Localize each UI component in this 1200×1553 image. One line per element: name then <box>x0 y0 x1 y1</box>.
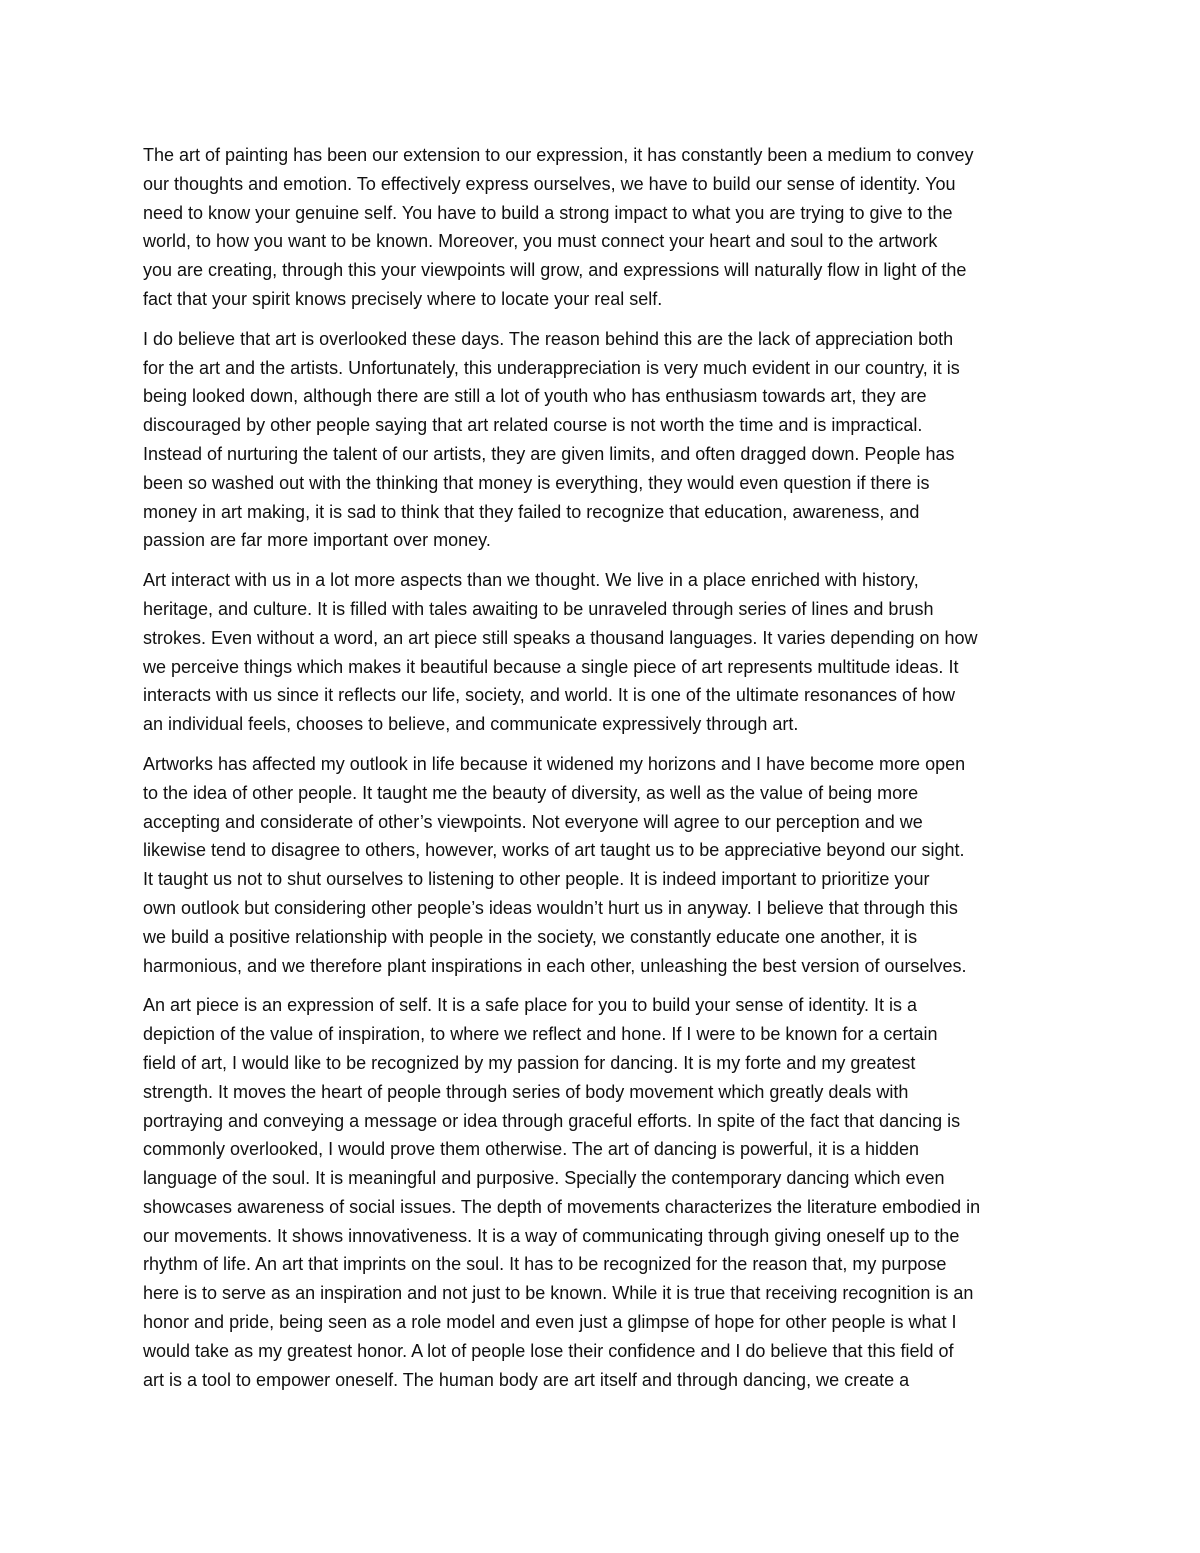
text-line: to the idea of other people. It taught me the beauty of diversity, as well as the value of being more <box>143 782 919 803</box>
text-line: accepting and considerate of other’s viewpoints. Not everyone will agree to our perception and we <box>143 811 923 832</box>
text-line: Instead of nurturing the talent of our artists, they are given limits, and often dragged down. People has <box>143 443 955 464</box>
text-line: likewise tend to disagree to others, however, works of art taught us to be appreciative beyond our sight. <box>143 840 965 861</box>
paragraph <box>143 750 1068 980</box>
text-line: I do believe that art is overlooked these days. The reason behind this are the lack of appreciation both <box>143 328 954 349</box>
text-line: depiction of the value of inspiration, to where we reflect and hone. If I were to be known for a certain <box>143 1024 938 1045</box>
text-line: world, to how you want to be known. Moreover, you must connect your heart and soul to the artwork <box>143 231 938 252</box>
text-line: our thoughts and emotion. To effectively express ourselves, we have to build our sense of identity. You <box>143 173 956 194</box>
text-line: interacts with us since it reflects our life, society, and world. It is one of the ultimate resonances of how <box>143 685 956 706</box>
text-line: our movements. It shows innovativeness. It is a way of communicating through giving oneself up to the <box>143 1225 960 1246</box>
text-line: for the art and the artists. Unfortunately, this underappreciation is very much evident in our country, it is <box>143 357 960 378</box>
text-line: discouraged by other people saying that art related course is not worth the time and is impractical. <box>143 415 923 436</box>
text-line: would take as my greatest honor. A lot of people lose their confidence and I do believe that this field of <box>143 1340 954 1361</box>
text-line: heritage, and culture. It is filled with tales awaiting to be unraveled through series of lines and brush <box>143 598 934 619</box>
text-line: been so washed out with the thinking that money is everything, they would even question if there is <box>143 472 930 493</box>
text-line: portraying and conveying a message or idea through graceful efforts. In spite of the fact that dancing is <box>143 1110 961 1131</box>
document-body <box>143 141 1068 1405</box>
text-line: showcases awareness of social issues. The depth of movements characterizes the literature embodied in <box>143 1196 981 1217</box>
text-line: passion are far more important over money. <box>143 530 491 551</box>
text-line: we perceive things which makes it beautiful because a single piece of art represents multitude ideas. It <box>143 656 959 677</box>
text-line: we build a positive relationship with people in the society, we constantly educate one another, it is <box>143 926 918 947</box>
text-line: own outlook but considering other people’s ideas wouldn’t hurt us in anyway. I believe that through this <box>143 897 958 918</box>
text-line: strength. It moves the heart of people through series of body movement which greatly deals with <box>143 1081 909 1102</box>
text-line: commonly overlooked, I would prove them otherwise. The art of dancing is powerful, it is a hidden <box>143 1139 920 1160</box>
text-line: field of art, I would like to be recognized by my passion for dancing. It is my forte and my greatest <box>143 1052 916 1073</box>
text-line: It taught us not to shut ourselves to listening to other people. It is indeed important to prioritize your <box>143 869 930 890</box>
paragraph <box>143 566 1068 739</box>
text-line: art is a tool to empower oneself. The human body are art itself and through dancing, we create a <box>143 1369 910 1390</box>
paragraph <box>143 141 1068 314</box>
text-line: The art of painting has been our extension to our expression, it has constantly been a medium to convey <box>143 145 974 165</box>
text-line: being looked down, although there are still a lot of youth who has enthusiasm towards art, they are <box>143 386 927 407</box>
text-line: an individual feels, chooses to believe, and communicate expressively through art. <box>143 714 799 735</box>
text-line: fact that your spirit knows precisely where to locate your real self. <box>143 288 663 309</box>
text-line: need to know your genuine self. You have to build a strong impact to what you are trying to give to the <box>143 202 953 223</box>
text-line: Artworks has affected my outlook in life because it widened my horizons and I have become more open <box>143 753 966 774</box>
text-line: rhythm of life. An art that imprints on the soul. It has to be recognized for the reason that, my purpose <box>143 1254 947 1275</box>
text-line: you are creating, through this your viewpoints will grow, and expressions will naturally flow in light of the <box>143 260 967 281</box>
paragraph <box>143 991 1068 1394</box>
text-line: here is to serve as an inspiration and not just to be known. While it is true that receiving recognition is an <box>143 1283 974 1304</box>
text-line: harmonious, and we therefore plant inspirations in each other, unleashing the best version of ourselves. <box>143 955 967 976</box>
text-line: Art interact with us in a lot more aspects than we thought. We live in a place enriched with history, <box>143 570 919 591</box>
text-line: language of the soul. It is meaningful and purposive. Specially the contemporary dancing which even <box>143 1168 945 1189</box>
text-line: money in art making, it is sad to think that they failed to recognize that education, awareness, and <box>143 501 920 522</box>
paragraph <box>143 325 1068 555</box>
text-line: strokes. Even without a word, an art piece still speaks a thousand languages. It varies depending on how <box>143 627 978 648</box>
text-line: An art piece is an expression of self. It is a safe place for you to build your sense of identity. It is a <box>143 995 918 1016</box>
text-line: honor and pride, being seen as a role model and even just a glimpse of hope for other people is what I <box>143 1312 957 1333</box>
